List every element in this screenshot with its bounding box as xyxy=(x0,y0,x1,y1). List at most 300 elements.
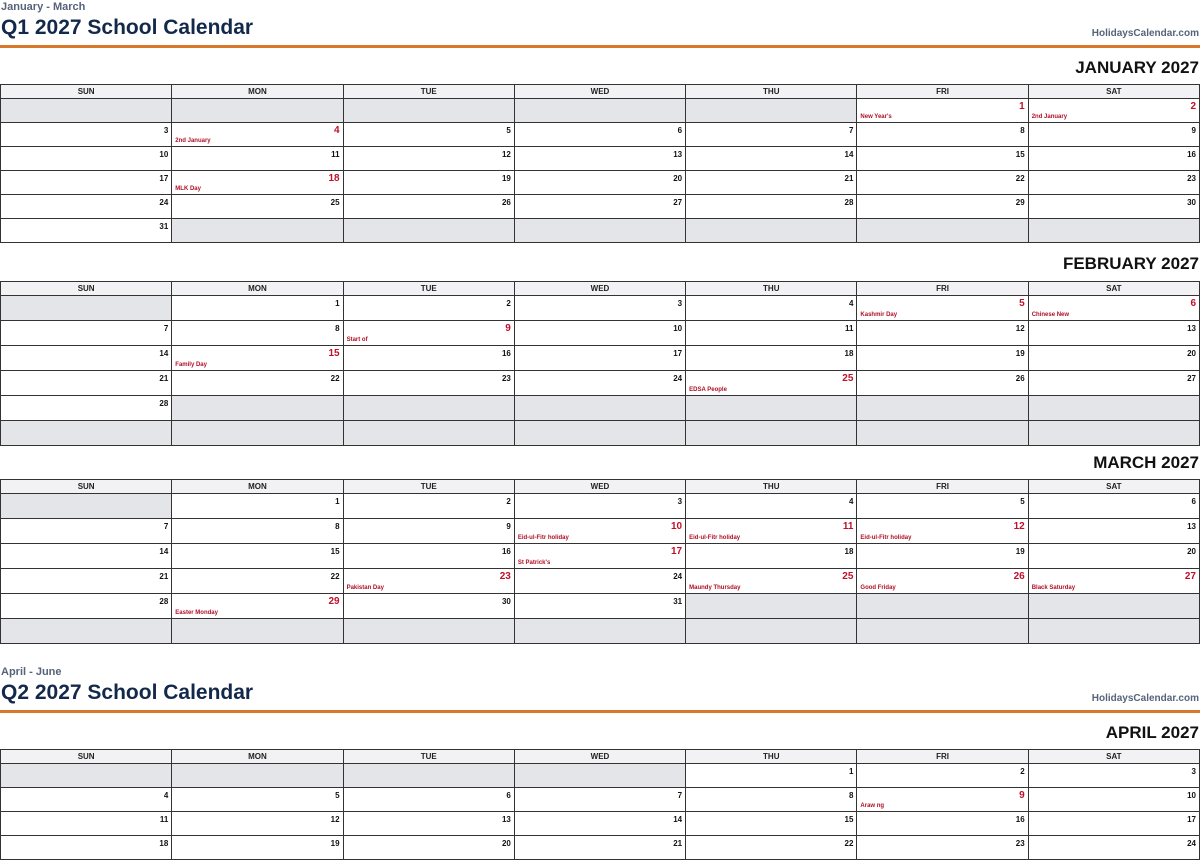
week-row xyxy=(1,788,1200,812)
week-row xyxy=(1,836,1200,860)
week-row xyxy=(1,519,1200,544)
day-cell[interactable] xyxy=(172,594,343,619)
day-number: 21 xyxy=(159,572,169,581)
week-row xyxy=(1,594,1200,619)
day-cell[interactable] xyxy=(686,836,857,860)
empty-day-cell xyxy=(686,594,857,619)
day-cell[interactable] xyxy=(1,171,172,195)
day-cell[interactable] xyxy=(343,569,514,594)
day-number: 9 xyxy=(505,323,511,334)
holiday-label: 2nd January xyxy=(1031,114,1068,120)
day-cell[interactable] xyxy=(514,346,685,371)
day-cell[interactable] xyxy=(343,123,514,147)
day-number: 13 xyxy=(501,815,511,824)
day-cell[interactable] xyxy=(1028,494,1199,519)
day-number: 18 xyxy=(844,349,854,358)
day-number: 10 xyxy=(671,521,683,532)
day-cell[interactable] xyxy=(172,147,343,171)
empty-day-cell xyxy=(343,764,514,788)
day-cell[interactable] xyxy=(857,836,1028,860)
weekday-label: FRI xyxy=(857,750,1028,764)
day-cell[interactable] xyxy=(1028,836,1199,860)
day-cell[interactable] xyxy=(172,371,343,396)
day-number: 5 xyxy=(335,791,340,800)
day-cell[interactable] xyxy=(857,788,1028,812)
day-cell[interactable] xyxy=(1028,346,1199,371)
quarter-range: April - June xyxy=(1,666,62,678)
week-row xyxy=(1,494,1200,519)
day-number: 13 xyxy=(1187,324,1196,333)
day-number: 16 xyxy=(501,547,511,556)
day-cell[interactable] xyxy=(1,123,172,147)
day-number: 12 xyxy=(501,150,511,159)
empty-day-cell xyxy=(1028,396,1199,421)
day-number: 29 xyxy=(1015,198,1025,207)
day-cell[interactable] xyxy=(343,544,514,569)
day-cell[interactable] xyxy=(1,346,172,371)
weekday-label: SAT xyxy=(1028,282,1199,296)
empty-day-cell xyxy=(1028,594,1199,619)
day-cell[interactable] xyxy=(172,544,343,569)
day-number: 3 xyxy=(677,299,683,308)
day-cell[interactable] xyxy=(343,171,514,195)
month-title-february: FEBRUARY 2027 xyxy=(1062,254,1199,273)
day-cell[interactable] xyxy=(857,519,1028,544)
day-cell[interactable] xyxy=(857,812,1028,836)
empty-day-cell xyxy=(1028,219,1199,243)
week-row xyxy=(1,147,1200,171)
day-cell[interactable] xyxy=(514,594,685,619)
empty-day-cell xyxy=(686,396,857,421)
weekday-label: SUN xyxy=(1,480,172,494)
day-cell[interactable] xyxy=(857,544,1028,569)
day-cell[interactable] xyxy=(857,764,1028,788)
day-cell[interactable] xyxy=(1,147,172,171)
day-cell[interactable] xyxy=(514,812,685,836)
month-grid-march xyxy=(0,479,1200,644)
holiday-label: Family Day xyxy=(175,362,207,368)
day-cell[interactable] xyxy=(1,195,172,219)
day-cell[interactable] xyxy=(1028,195,1199,219)
week-row xyxy=(1,321,1200,346)
day-number: 24 xyxy=(1187,839,1196,848)
day-cell[interactable] xyxy=(686,544,857,569)
empty-day-cell xyxy=(514,619,685,644)
day-number: 30 xyxy=(501,597,511,606)
day-cell[interactable] xyxy=(514,296,685,321)
day-cell[interactable] xyxy=(1,594,172,619)
day-cell[interactable] xyxy=(686,788,857,812)
day-cell[interactable] xyxy=(686,371,857,396)
day-cell[interactable] xyxy=(172,836,343,860)
day-cell[interactable] xyxy=(172,788,343,812)
week-row xyxy=(1,569,1200,594)
day-number: 4 xyxy=(334,125,340,136)
day-cell[interactable] xyxy=(514,321,685,346)
weekday-label: FRI xyxy=(857,480,1028,494)
day-number: 16 xyxy=(501,349,511,358)
day-number: 24 xyxy=(673,572,683,581)
week-row xyxy=(1,99,1200,123)
day-number: 23 xyxy=(1015,839,1025,848)
quarter-title: Q2 2027 School Calendar xyxy=(1,681,254,704)
day-cell[interactable] xyxy=(343,346,514,371)
holiday-label: Pakistan Day xyxy=(346,585,384,591)
day-cell[interactable] xyxy=(857,569,1028,594)
day-cell[interactable] xyxy=(1028,321,1199,346)
day-cell[interactable] xyxy=(1028,519,1199,544)
site-link[interactable]: HolidaysCalendar.com xyxy=(1091,28,1199,39)
day-cell[interactable] xyxy=(1,371,172,396)
weekday-header-row xyxy=(1,85,1200,99)
day-number: 7 xyxy=(163,522,169,531)
day-number: 20 xyxy=(501,839,511,848)
day-cell[interactable] xyxy=(343,296,514,321)
day-cell[interactable] xyxy=(686,123,857,147)
day-cell[interactable] xyxy=(1,788,172,812)
day-number: 11 xyxy=(331,150,340,159)
day-number: 12 xyxy=(1013,521,1025,532)
holiday-label: Chinese New xyxy=(1031,312,1070,318)
day-cell[interactable] xyxy=(1,836,172,860)
day-cell[interactable] xyxy=(1028,544,1199,569)
day-number: 9 xyxy=(1019,790,1025,801)
empty-day-cell xyxy=(343,99,514,123)
day-number: 9 xyxy=(1191,126,1196,135)
weekday-label: TUE xyxy=(343,85,514,99)
weekday-label: WED xyxy=(514,85,685,99)
week-row xyxy=(1,296,1200,321)
week-row xyxy=(1,171,1200,195)
empty-day-cell xyxy=(1,619,172,644)
day-number: 10 xyxy=(1187,791,1196,800)
holiday-label: Easter Monday xyxy=(175,610,218,616)
month-grid-january xyxy=(0,84,1200,243)
week-row xyxy=(1,219,1200,243)
day-number: 20 xyxy=(673,174,683,183)
day-number: 19 xyxy=(501,174,511,183)
day-cell[interactable] xyxy=(686,569,857,594)
day-number: 8 xyxy=(335,522,340,531)
holiday-label: Good Friday xyxy=(860,585,896,591)
day-cell[interactable] xyxy=(686,147,857,171)
day-number: 27 xyxy=(1184,571,1196,582)
day-number: 2 xyxy=(506,497,511,506)
day-cell[interactable] xyxy=(1028,296,1199,321)
day-number: 19 xyxy=(1015,547,1025,556)
holiday-label: Araw ng xyxy=(860,803,885,809)
day-cell[interactable] xyxy=(857,321,1028,346)
day-cell[interactable] xyxy=(343,812,514,836)
day-number: 20 xyxy=(1187,349,1196,358)
empty-day-cell xyxy=(1,494,172,519)
day-cell[interactable] xyxy=(1028,788,1199,812)
empty-day-cell xyxy=(172,99,343,123)
day-cell[interactable] xyxy=(857,195,1028,219)
empty-day-cell xyxy=(343,421,514,446)
day-cell[interactable] xyxy=(857,147,1028,171)
day-cell[interactable] xyxy=(343,371,514,396)
day-number: 26 xyxy=(1013,571,1025,582)
day-cell[interactable] xyxy=(343,147,514,171)
empty-day-cell xyxy=(514,764,685,788)
day-number: 5 xyxy=(1019,298,1025,309)
day-cell[interactable] xyxy=(514,836,685,860)
day-cell[interactable] xyxy=(686,764,857,788)
week-row xyxy=(1,764,1200,788)
day-cell[interactable] xyxy=(686,321,857,346)
day-number: 17 xyxy=(159,174,169,183)
day-number: 18 xyxy=(328,173,340,184)
day-number: 22 xyxy=(1015,174,1025,183)
empty-day-cell xyxy=(857,594,1028,619)
day-number: 17 xyxy=(1187,815,1196,824)
day-cell[interactable] xyxy=(514,788,685,812)
empty-day-cell xyxy=(857,421,1028,446)
day-cell[interactable] xyxy=(343,788,514,812)
day-number: 14 xyxy=(159,547,169,556)
day-number: 11 xyxy=(159,815,169,824)
day-cell[interactable] xyxy=(857,123,1028,147)
day-cell[interactable] xyxy=(1028,99,1199,123)
week-row xyxy=(1,812,1200,836)
day-number: 2 xyxy=(1020,767,1025,776)
day-cell[interactable] xyxy=(514,371,685,396)
weekday-header-row xyxy=(1,750,1200,764)
day-cell[interactable] xyxy=(1,569,172,594)
day-number: 15 xyxy=(330,547,340,556)
empty-day-cell xyxy=(1028,421,1199,446)
week-row xyxy=(1,396,1200,421)
day-number: 25 xyxy=(842,571,854,582)
day-cell[interactable] xyxy=(172,321,343,346)
month-grid-february xyxy=(0,281,1200,446)
week-row xyxy=(1,371,1200,396)
day-number: 3 xyxy=(677,497,683,506)
day-cell[interactable] xyxy=(172,812,343,836)
day-number: 6 xyxy=(1190,298,1196,309)
day-number: 23 xyxy=(1187,174,1196,183)
day-cell[interactable] xyxy=(857,171,1028,195)
day-number: 27 xyxy=(1187,374,1196,383)
holiday-label: St Patrick's xyxy=(517,560,551,566)
holiday-label: Start of xyxy=(346,337,368,343)
day-number: 11 xyxy=(844,324,854,333)
day-cell[interactable] xyxy=(857,346,1028,371)
day-number: 6 xyxy=(677,126,683,135)
day-cell[interactable] xyxy=(172,296,343,321)
weekday-label: SUN xyxy=(1,85,172,99)
day-cell[interactable] xyxy=(343,836,514,860)
day-cell[interactable] xyxy=(343,519,514,544)
weekday-label: THU xyxy=(686,85,857,99)
empty-day-cell xyxy=(686,219,857,243)
day-number: 28 xyxy=(844,198,854,207)
day-cell[interactable] xyxy=(343,321,514,346)
day-cell[interactable] xyxy=(514,171,685,195)
day-number: 13 xyxy=(673,150,683,159)
day-number: 16 xyxy=(1187,150,1196,159)
day-cell[interactable] xyxy=(514,519,685,544)
day-number: 4 xyxy=(848,299,854,308)
day-cell[interactable] xyxy=(343,195,514,219)
holiday-label: EDSA People xyxy=(689,387,727,393)
day-cell[interactable] xyxy=(1,321,172,346)
day-cell[interactable] xyxy=(514,195,685,219)
empty-day-cell xyxy=(343,219,514,243)
day-number: 23 xyxy=(499,571,511,582)
day-number: 8 xyxy=(1020,126,1025,135)
holiday-label: New Year's xyxy=(860,114,892,120)
day-number: 7 xyxy=(163,324,169,333)
day-cell[interactable] xyxy=(857,371,1028,396)
day-number: 4 xyxy=(163,791,169,800)
header-divider xyxy=(0,710,1200,713)
day-number: 15 xyxy=(1015,150,1025,159)
day-cell[interactable] xyxy=(1,219,172,243)
day-cell[interactable] xyxy=(686,296,857,321)
day-number: 8 xyxy=(335,324,340,333)
day-cell[interactable] xyxy=(1028,764,1199,788)
day-number: 25 xyxy=(842,373,854,384)
month-title-march: MARCH 2027 xyxy=(1093,453,1199,472)
day-cell[interactable] xyxy=(172,494,343,519)
day-cell[interactable] xyxy=(686,346,857,371)
weekday-label: SAT xyxy=(1028,750,1199,764)
day-cell[interactable] xyxy=(172,346,343,371)
empty-day-cell xyxy=(343,396,514,421)
empty-day-cell xyxy=(343,619,514,644)
day-cell[interactable] xyxy=(514,494,685,519)
weekday-label: MON xyxy=(172,282,343,296)
day-cell[interactable] xyxy=(686,812,857,836)
day-cell[interactable] xyxy=(1028,371,1199,396)
day-number: 1 xyxy=(848,767,854,776)
day-number: 6 xyxy=(506,791,511,800)
day-cell[interactable] xyxy=(343,594,514,619)
day-cell[interactable] xyxy=(343,494,514,519)
day-number: 12 xyxy=(1015,324,1025,333)
day-cell[interactable] xyxy=(686,195,857,219)
day-number: 10 xyxy=(673,324,683,333)
day-number: 23 xyxy=(501,374,511,383)
weekday-header-row xyxy=(1,480,1200,494)
weekday-label: WED xyxy=(514,750,685,764)
day-number: 28 xyxy=(159,399,169,408)
day-cell[interactable] xyxy=(172,519,343,544)
day-cell[interactable] xyxy=(172,195,343,219)
weekday-label: TUE xyxy=(343,750,514,764)
day-number: 18 xyxy=(844,547,854,556)
empty-day-cell xyxy=(172,421,343,446)
day-number: 2 xyxy=(506,299,511,308)
week-row xyxy=(1,195,1200,219)
day-number: 11 xyxy=(842,521,854,532)
day-number: 15 xyxy=(844,815,854,824)
holiday-label: MLK Day xyxy=(175,186,201,192)
weekday-label: FRI xyxy=(857,85,1028,99)
day-cell[interactable] xyxy=(514,569,685,594)
day-number: 5 xyxy=(1020,497,1025,506)
day-number: 4 xyxy=(848,497,854,506)
weekday-label: WED xyxy=(514,282,685,296)
day-cell[interactable] xyxy=(1028,147,1199,171)
day-cell[interactable] xyxy=(514,544,685,569)
day-cell[interactable] xyxy=(857,99,1028,123)
day-number: 26 xyxy=(1015,374,1025,383)
empty-day-cell xyxy=(172,396,343,421)
day-cell[interactable] xyxy=(1028,171,1199,195)
day-number: 21 xyxy=(673,839,683,848)
day-cell[interactable] xyxy=(857,296,1028,321)
quarter-title: Q1 2027 School Calendar xyxy=(1,16,254,39)
empty-day-cell xyxy=(1,764,172,788)
weekday-label: FRI xyxy=(857,282,1028,296)
day-cell[interactable] xyxy=(1028,123,1199,147)
day-cell[interactable] xyxy=(857,494,1028,519)
day-number: 17 xyxy=(673,349,683,358)
day-number: 3 xyxy=(163,126,169,135)
holiday-label: 2nd January xyxy=(175,138,211,144)
month-title-january: JANUARY 2027 xyxy=(1075,58,1199,77)
holiday-label: Black Saturday xyxy=(1031,585,1076,591)
day-cell[interactable] xyxy=(686,171,857,195)
week-row xyxy=(1,123,1200,147)
weekday-label: MON xyxy=(172,85,343,99)
quarter-range: January - March xyxy=(1,1,86,13)
empty-day-cell xyxy=(857,396,1028,421)
day-number: 12 xyxy=(330,815,340,824)
day-cell[interactable] xyxy=(172,171,343,195)
day-number: 22 xyxy=(330,374,340,383)
day-cell[interactable] xyxy=(1,519,172,544)
week-row xyxy=(1,619,1200,644)
day-number: 15 xyxy=(328,348,340,359)
site-link[interactable]: HolidaysCalendar.com xyxy=(1091,693,1199,704)
day-cell[interactable] xyxy=(686,519,857,544)
day-cell[interactable] xyxy=(172,123,343,147)
day-cell[interactable] xyxy=(172,569,343,594)
day-cell[interactable] xyxy=(1,544,172,569)
empty-day-cell xyxy=(514,99,685,123)
day-number: 1 xyxy=(335,497,340,506)
day-number: 25 xyxy=(330,198,340,207)
day-number: 18 xyxy=(159,839,169,848)
weekday-label: SUN xyxy=(1,282,172,296)
empty-day-cell xyxy=(514,219,685,243)
day-cell[interactable] xyxy=(1,812,172,836)
day-number: 26 xyxy=(501,198,511,207)
day-cell[interactable] xyxy=(686,494,857,519)
day-number: 24 xyxy=(673,374,683,383)
empty-day-cell xyxy=(686,421,857,446)
day-cell[interactable] xyxy=(1028,812,1199,836)
empty-day-cell xyxy=(857,219,1028,243)
weekday-label: TUE xyxy=(343,282,514,296)
empty-day-cell xyxy=(172,764,343,788)
day-number: 22 xyxy=(330,572,340,581)
day-cell[interactable] xyxy=(514,147,685,171)
day-cell[interactable] xyxy=(1,396,172,421)
day-number: 1 xyxy=(335,299,340,308)
week-row xyxy=(1,421,1200,446)
holiday-label: Maundy Thursday xyxy=(689,585,741,591)
holiday-label: Eid-ul-Fitr holiday xyxy=(689,535,741,541)
day-number: 30 xyxy=(1187,198,1196,207)
day-cell[interactable] xyxy=(514,123,685,147)
day-number: 10 xyxy=(159,150,169,159)
day-cell[interactable] xyxy=(1028,569,1199,594)
